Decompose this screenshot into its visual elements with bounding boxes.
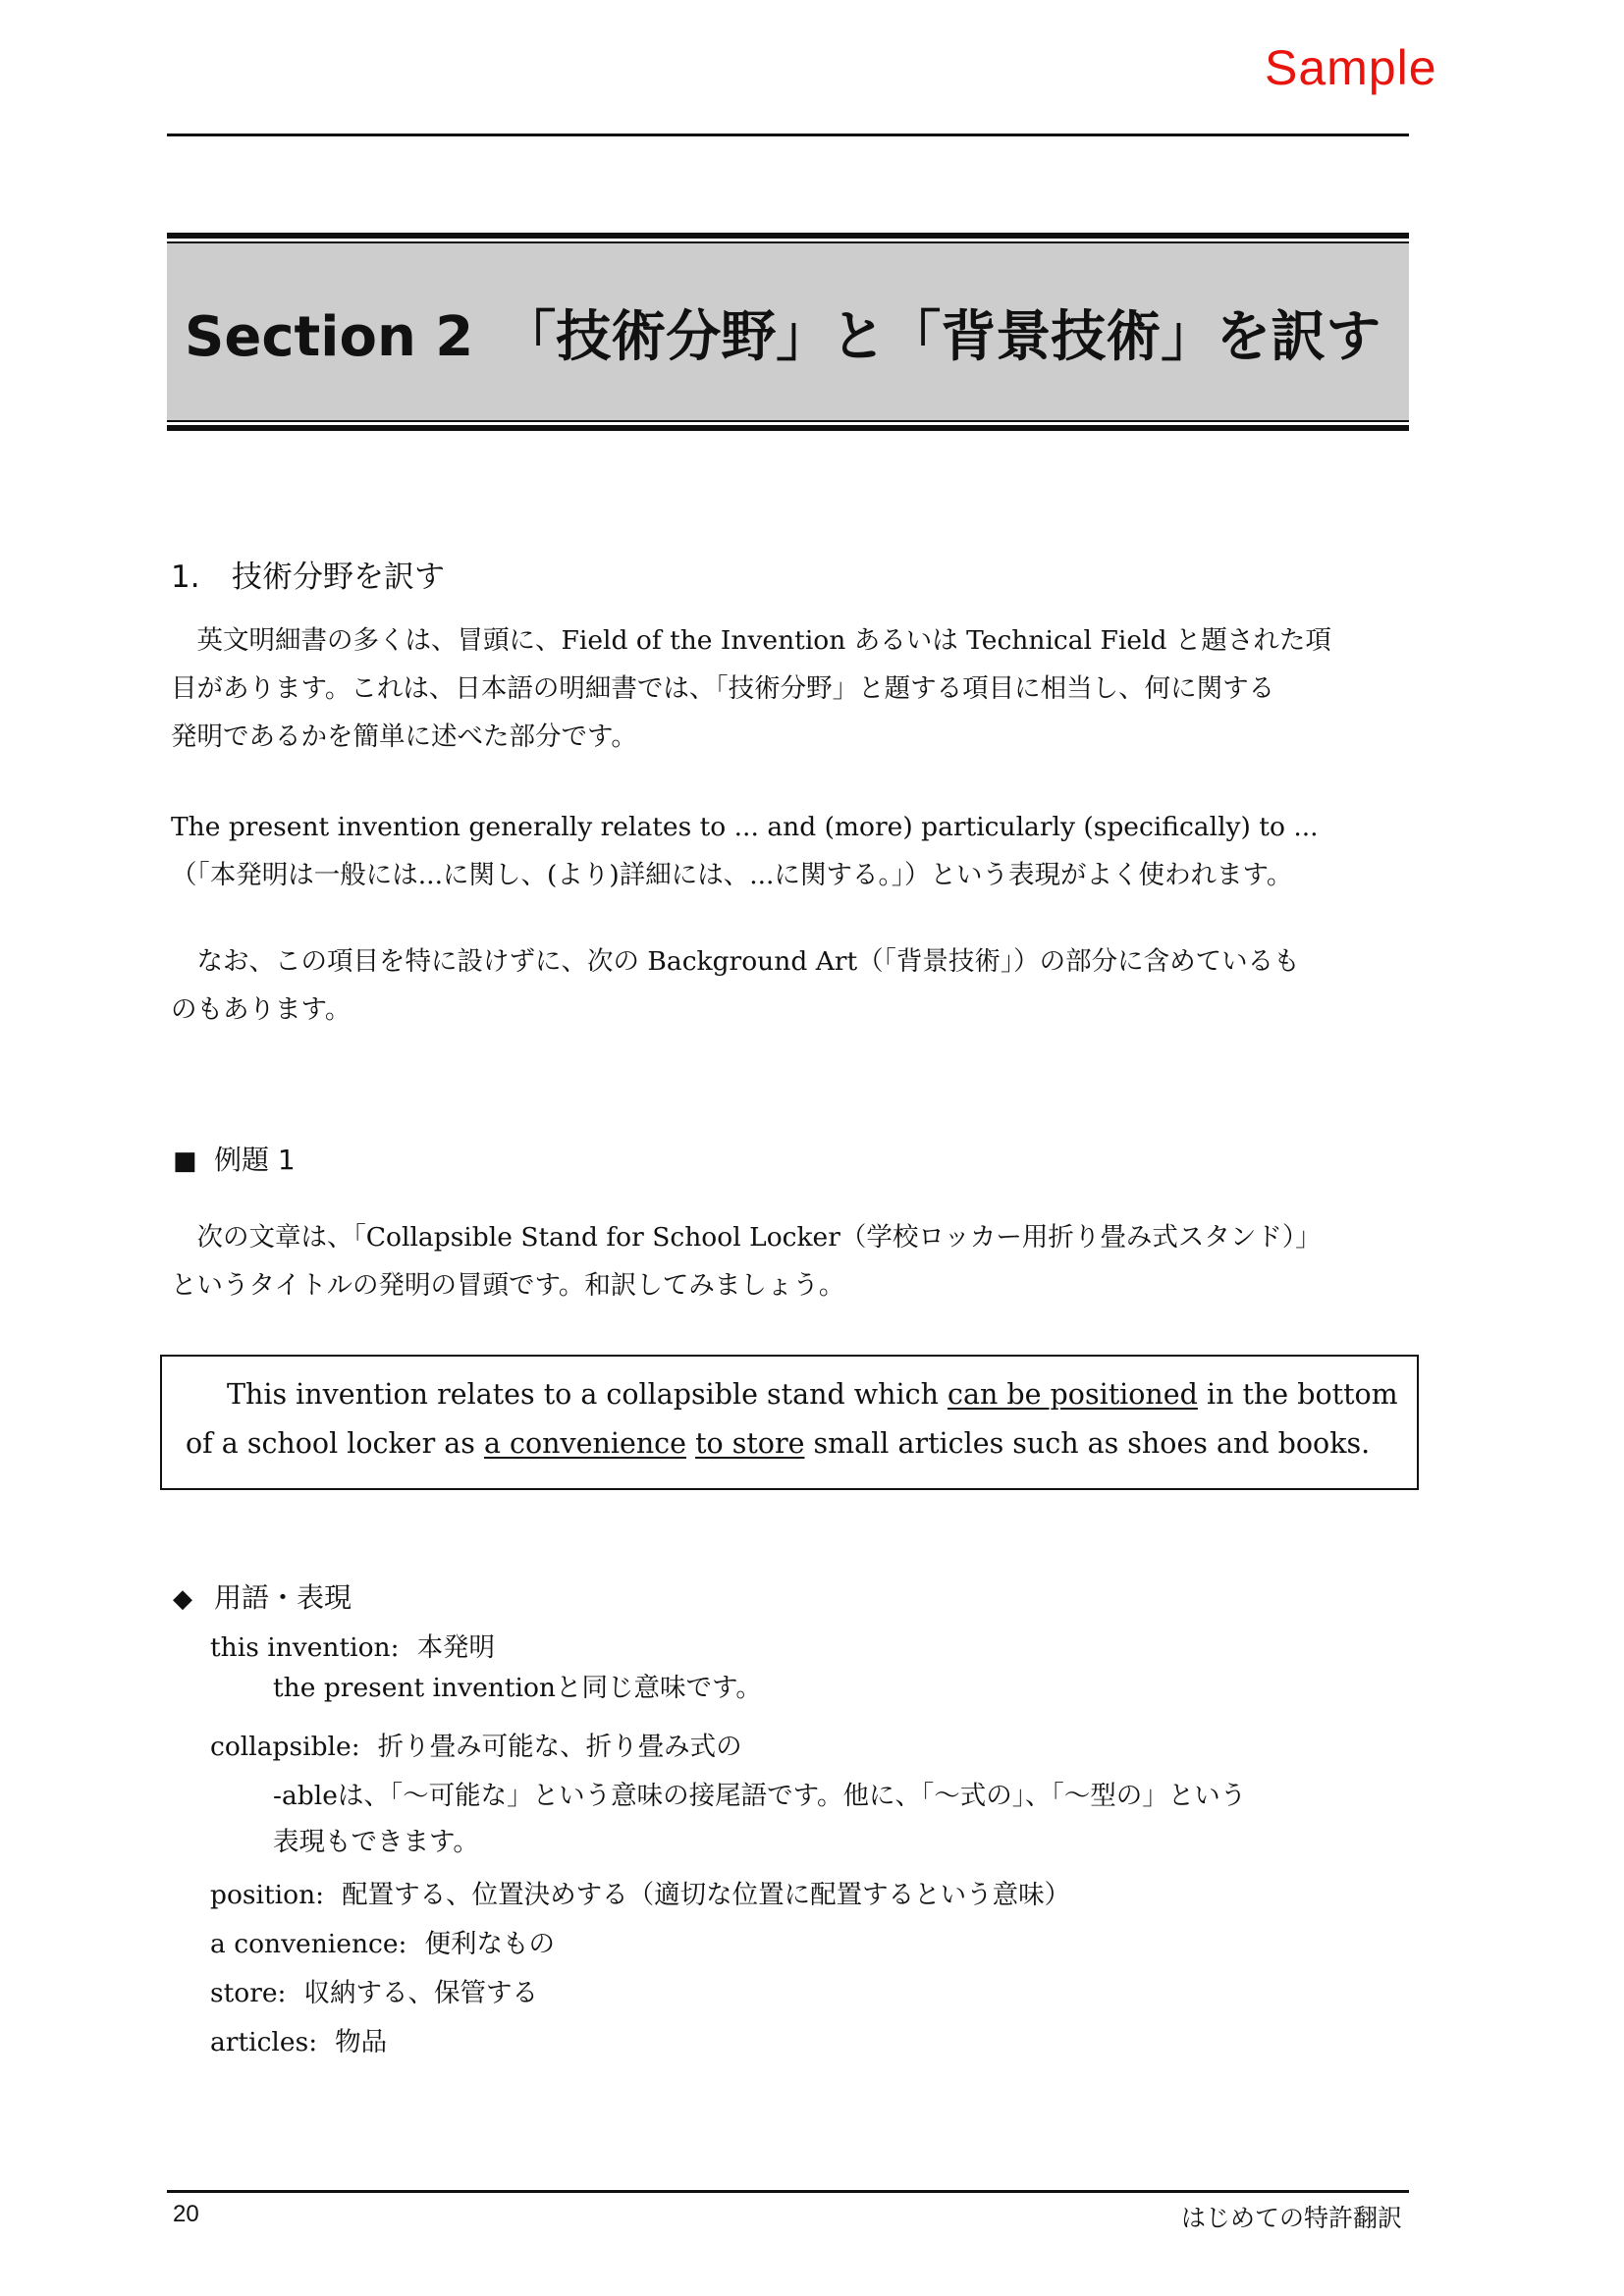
vocab-note: the present inventionと同じ意味です。 — [273, 1673, 762, 1703]
vocab-note: 表現もできます。 — [273, 1827, 479, 1857]
vocab-term: articles: 物品 — [210, 2027, 388, 2057]
underlined-phrase: a convenience — [483, 1427, 686, 1460]
vocab-note: -ableは、「～可能な」という意味の接尾語です。他に、「～式の」、「～型の」という — [273, 1781, 1247, 1811]
vocab-heading — [173, 1576, 352, 1616]
paragraph-line: （「本発明は一般には...に関し、(より)詳細には、...に関する。」）という表現がよく使われます。 — [171, 860, 1293, 890]
page-number: 20 — [173, 2201, 199, 2227]
underlined-phrase: to store — [695, 1427, 805, 1460]
paragraph-line: というタイトルの発明の冒頭です。和訳してみましょう。 — [171, 1270, 845, 1301]
example-heading-text: 例題 1 — [214, 1144, 296, 1176]
footer-rule — [167, 2190, 1409, 2193]
header-rule — [167, 133, 1409, 136]
example-box — [160, 1355, 1419, 1490]
book-title: はじめての特許翻訳 — [1181, 2204, 1403, 2232]
square-bullet-icon: ■ — [173, 1147, 197, 1176]
paragraph-expression — [171, 803, 1319, 899]
heading-number: 1. — [171, 560, 200, 595]
vocab-term: a convenience: 便利なもの — [210, 1929, 555, 1959]
paragraph-intro — [171, 616, 1331, 761]
example-line-1: This invention relates to a collapsible stand which can be positioned in the bottom — [227, 1378, 1398, 1411]
paragraph-note — [171, 937, 1300, 1034]
sample-watermark: Sample — [1265, 40, 1437, 95]
vocab-term: this invention: 本発明 — [210, 1632, 496, 1663]
paragraph-line: 次の文章は、「Collapsible Stand for School Locker（学校ロッカー用折り畳み式スタンド）」 — [171, 1222, 1322, 1253]
underlined-phrase: can be positioned — [947, 1378, 1198, 1411]
example-heading — [173, 1139, 296, 1178]
section-title: Section 2 「技術分野」と「背景技術」を訳す — [185, 305, 1381, 369]
heading-technical-field — [171, 552, 445, 596]
diamond-bullet-icon: ◆ — [173, 1584, 192, 1614]
vocab-term: store: 収納する、保管する — [210, 1978, 538, 2008]
paragraph-line: 発明であるかを簡単に述べた部分です。 — [171, 721, 637, 752]
paragraph-line: 目があります。これは、日本語の明細書では、「技術分野」と題する項目に相当し、何に関する — [171, 673, 1275, 704]
paragraph-line: なお、この項目を特に設けずに、次の Background Art（「背景技術」）の部分に含めているも — [171, 946, 1300, 977]
paragraph-line: 英文明細書の多くは、冒頭に、Field of the Invention あるいは Technical Field と題された項 — [171, 625, 1331, 656]
example-line-2: of a school locker as a convenience to store small articles such as shoes and books. — [186, 1427, 1371, 1460]
paragraph-line: The present invention generally relates to ... and (more) particularly (specifically) to ... — [171, 812, 1319, 842]
paragraph-example-intro — [171, 1213, 1322, 1309]
heading-text: 技術分野を訳す — [232, 560, 445, 595]
paragraph-line: のもあります。 — [171, 994, 352, 1025]
section-banner — [167, 233, 1409, 434]
vocab-heading-text: 用語・表現 — [214, 1581, 352, 1614]
vocab-term: collapsible: 折り畳み可能な、折り畳み式の — [210, 1732, 742, 1762]
vocab-term: position: 配置する、位置決めする（適切な位置に配置するという意味） — [210, 1880, 1071, 1910]
